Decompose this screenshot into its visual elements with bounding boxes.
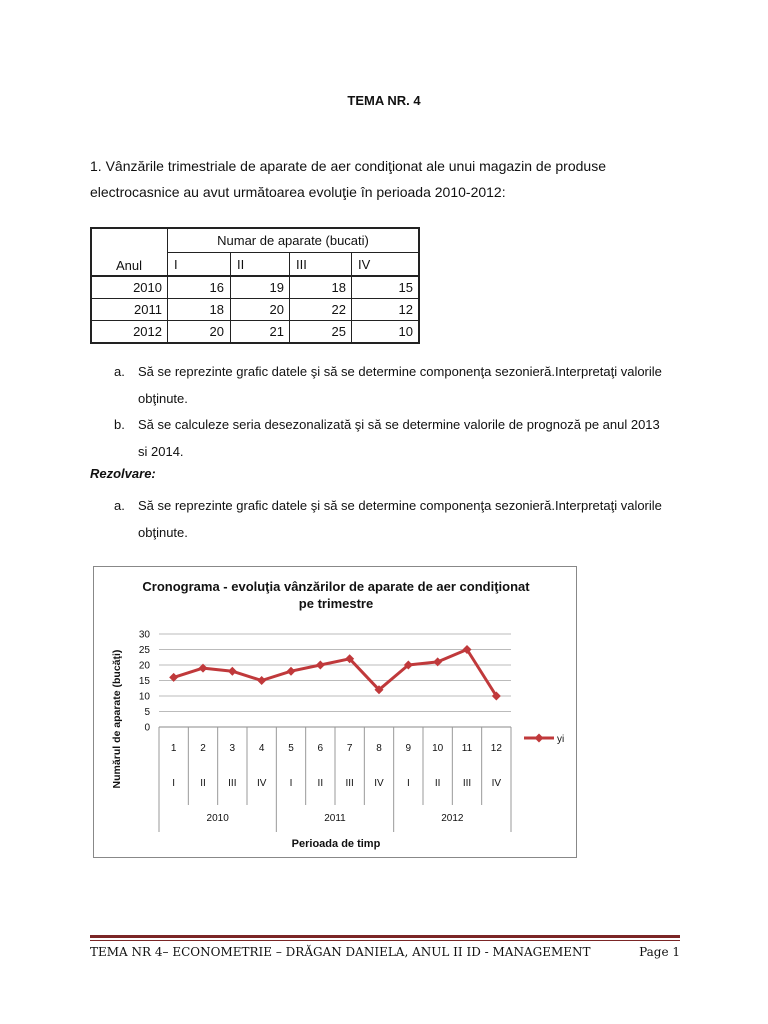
- quarter-label: II: [200, 778, 206, 789]
- quarter-label: III: [345, 778, 354, 789]
- data-point: [257, 676, 266, 685]
- table-row-year: 2012: [133, 324, 162, 339]
- task-text: Să se reprezinte grafic datele şi să se determine componenţa sezonieră.Interpretaţi valorile obţinute.: [138, 364, 662, 406]
- table-cell: 10: [398, 324, 413, 339]
- solution-task-item: [114, 492, 674, 546]
- table-cell: 12: [398, 302, 413, 317]
- quarter-label: III: [228, 778, 237, 789]
- y-axis-label: Numărul de aparate (bucăţi): [111, 649, 123, 789]
- y-tick-label: 30: [138, 629, 150, 641]
- task-marker: b.: [114, 417, 125, 432]
- data-point: [228, 667, 237, 676]
- x-tick-label: 10: [432, 743, 444, 754]
- table-cell: 22: [331, 302, 346, 317]
- legend-marker: [535, 734, 544, 743]
- page-number: Page 1: [639, 945, 680, 959]
- year-label: 2011: [324, 813, 346, 824]
- quarter-label: IV: [374, 778, 384, 789]
- table-group-header: Numar de aparate (bucati): [217, 233, 369, 248]
- chart-container: [93, 566, 577, 858]
- intro-paragraph: 1. Vânzările trimestriale de aparate de aer condiţionat ale unui magazin de produse electrocasnice au avut următoarea evoluţie în perioada 2010-2012:: [90, 158, 606, 200]
- quarter-label: IV: [491, 778, 502, 789]
- task-marker: a.: [114, 498, 125, 513]
- y-tick-label: 20: [138, 660, 150, 672]
- data-point: [316, 661, 325, 670]
- footer-rule: [90, 935, 680, 938]
- quarter-label: II: [434, 778, 441, 789]
- x-tick-label: 3: [229, 743, 236, 754]
- table-quarter-header: I: [174, 257, 178, 272]
- quarter-label: IV: [256, 778, 267, 789]
- task-item: [114, 411, 674, 465]
- quarter-label: I: [289, 778, 293, 789]
- table-cell: 16: [209, 280, 224, 295]
- x-tick-label: 8: [376, 743, 382, 754]
- table-cell: 18: [331, 280, 346, 295]
- table-cell: 20: [209, 324, 224, 339]
- y-tick-label: 0: [144, 722, 150, 734]
- table-quarter-header: II: [237, 257, 245, 272]
- table-quarter-header: IV: [358, 257, 371, 272]
- year-label: 2010: [206, 813, 229, 824]
- table-row-year: 2011: [134, 302, 162, 317]
- y-tick-label: 10: [138, 691, 150, 703]
- x-tick-label: 11: [461, 743, 473, 754]
- table-year-header: Anul: [116, 258, 143, 273]
- table-cell: 25: [331, 324, 346, 339]
- x-tick-label: 1: [170, 743, 177, 754]
- table-cell: 15: [398, 280, 413, 295]
- solution-heading: Rezolvare:: [90, 466, 156, 481]
- document-title: TEMA NR. 4: [347, 93, 421, 108]
- task-text: Să se reprezinte grafic datele şi să se determine componenţa sezonieră.Interpretaţi valorile obţinute.: [138, 498, 662, 540]
- y-tick-label: 5: [144, 707, 150, 718]
- table-cell: 19: [269, 280, 284, 295]
- x-axis-label: Perioada de timp: [291, 838, 381, 850]
- footer-text: TEMA NR 4– ECONOMETRIE – DRĂGAN DANIELA, ANUL II ID - MANAGEMENT: [90, 945, 591, 959]
- series-line-yi: [174, 650, 497, 697]
- quarter-label: III: [462, 778, 472, 789]
- line-chart: [94, 567, 578, 859]
- data-point: [287, 667, 296, 676]
- task-text: Să se calculeze seria desezonalizată şi să se determine valorile de prognoză pe anul 2013 si 2014.: [138, 417, 660, 459]
- table-cell: 20: [269, 302, 284, 317]
- chart-title: pe trimestre: [298, 596, 374, 611]
- x-tick-label: 6: [317, 743, 324, 754]
- footer-rule: [90, 940, 680, 941]
- year-label: 2012: [441, 813, 464, 824]
- x-tick-label: 9: [405, 743, 412, 754]
- table-quarter-header: III: [296, 257, 307, 272]
- quarter-label: I: [406, 778, 410, 789]
- legend-label: yi: [557, 734, 565, 745]
- x-tick-label: 5: [288, 743, 294, 754]
- x-tick-label: 4: [258, 743, 265, 754]
- y-tick-label: 25: [138, 645, 150, 656]
- quarter-label: I: [172, 778, 176, 789]
- table-row-year: 2010: [133, 280, 162, 295]
- chart-title: Cronograma - evoluţia vânzărilor de aparate de aer condiţionat: [142, 579, 530, 594]
- task-marker: a.: [114, 364, 125, 379]
- sales-table: [90, 227, 420, 344]
- quarter-label: II: [317, 778, 324, 789]
- table-cell: 18: [209, 302, 224, 317]
- table-cell: 21: [269, 324, 284, 339]
- x-tick-label: 12: [490, 743, 502, 754]
- x-tick-label: 7: [346, 743, 353, 754]
- y-tick-label: 15: [138, 676, 150, 687]
- x-tick-label: 2: [200, 743, 206, 754]
- task-item: [114, 358, 674, 412]
